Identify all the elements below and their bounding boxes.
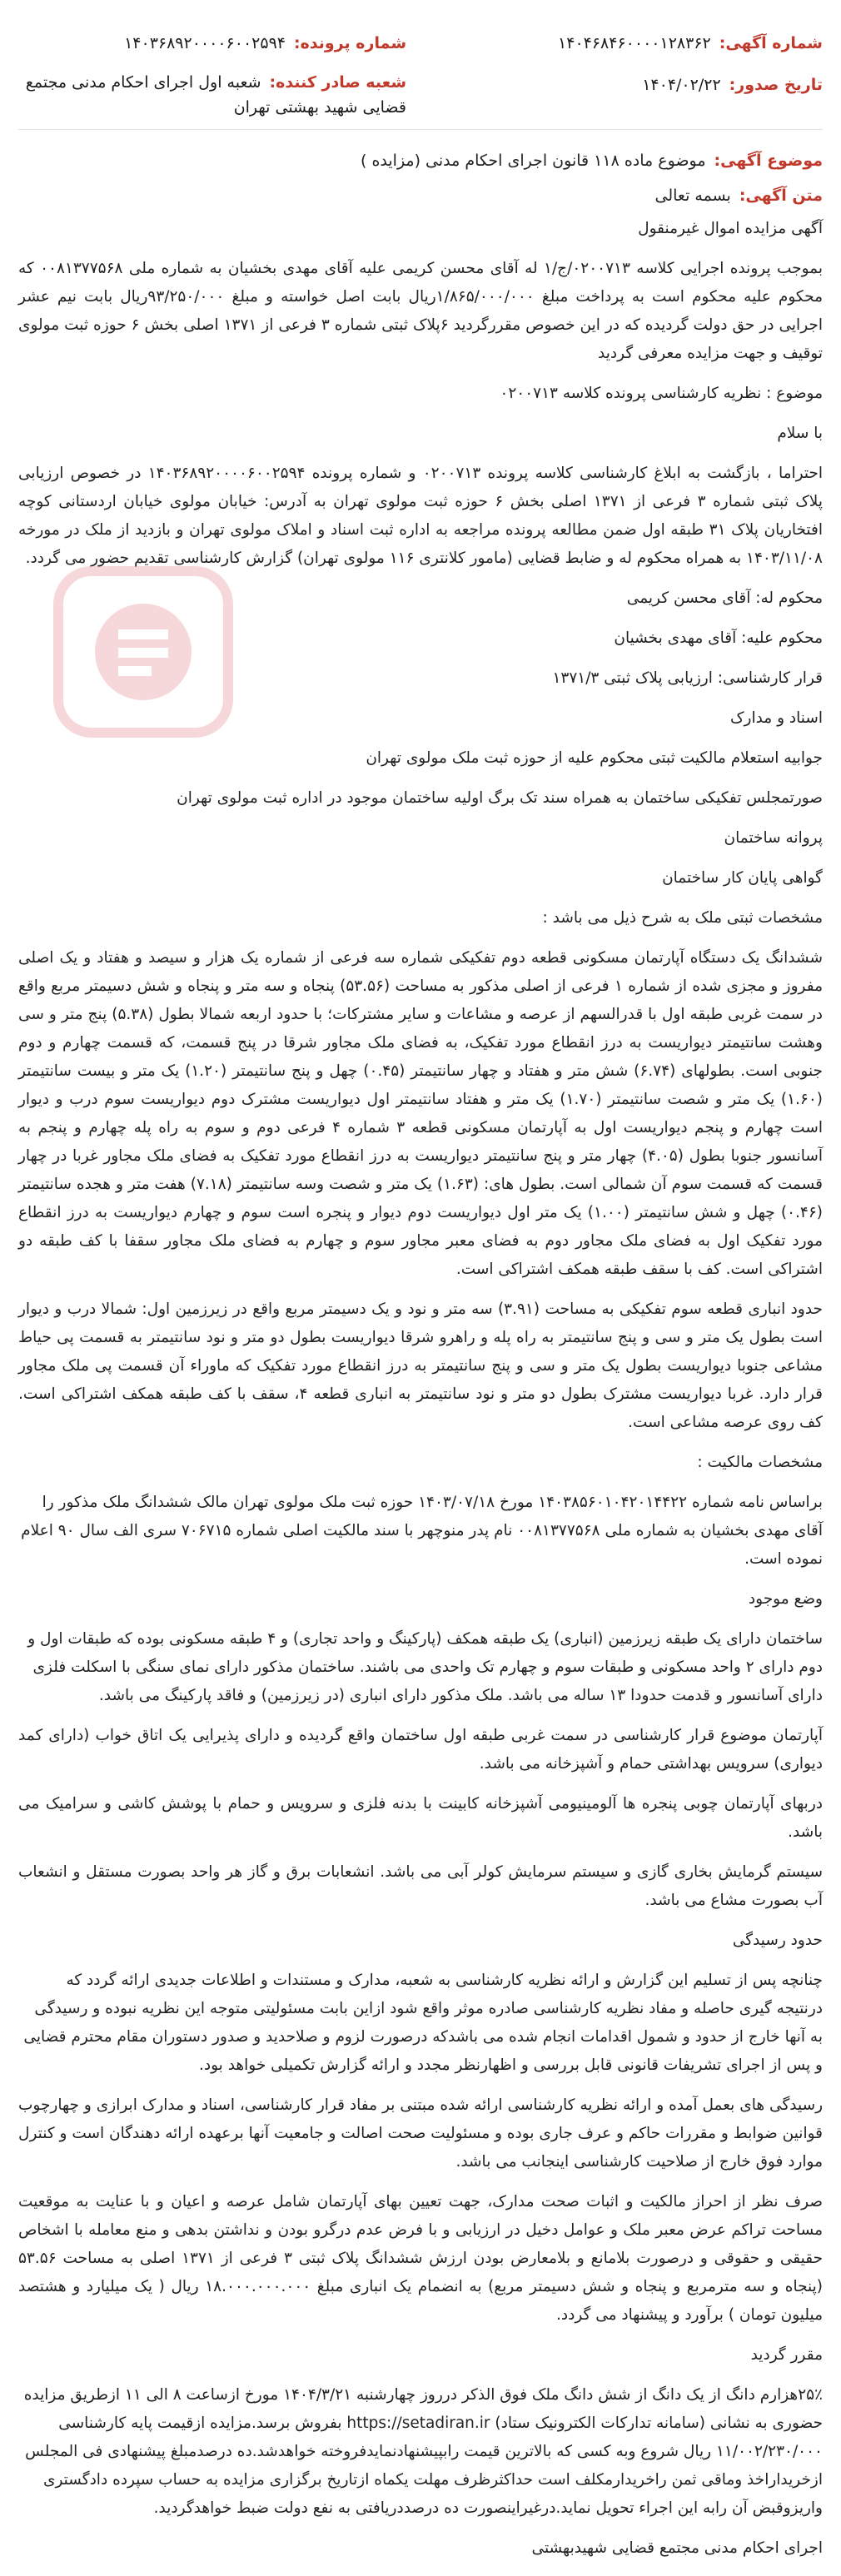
- body-label: متن آگهی:: [739, 186, 823, 205]
- notice-paragraph: احتراما ، بازگشت به ابلاغ کارشناسی کلاسه پرونده ۰۲۰۰۷۱۳ و شماره پرونده ۱۴۰۳۶۸۹۲۰۰۰۰۶۰۰۲۵۹۴ در خصوص ارزیابی پلاک ثبتی شماره ۳ فرعی از ۱۳۷۱ اصلی بخش ۶ حوزه ثبت مولوی تهران به آدرس: خیابان مولوی خیابان اردستانی کوچه افتخاریان پلاک ۳۱ طبقه اول ضمن مطالعه پرونده مراجعه به اداره ثبت اسناد و املاک مولوی تهران و بازدید از ملک در مورخه ۱۴۰۳/۱۱/۰۸ به همراه محکوم له و ضابط قضایی (مامور کلانتری ۱۱۶ مولوی تهران) گزارش کارشناسی تقدیم حضور می گردد.: [18, 465, 824, 567]
- notice-header: [18, 0, 823, 130]
- ad-number-field: [558, 28, 823, 58]
- notice-body: [18, 215, 823, 2563]
- notice-paragraph: آگهی مزایده اموال غیرمنقول: [638, 220, 823, 237]
- subject-row: [18, 147, 823, 175]
- notice-paragraph: مشخصات ثبتی ملک به شرح ذیل می باشد :: [542, 909, 823, 927]
- notice-paragraph: سیستم گرمایش بخاری گازی و سیستم سرمایش کولر آبی می باشد. انشعابات برق و گاز هر واحد بصورت مستقل و انشعاب آب بصورت مشاع می باشد.: [18, 1863, 823, 1909]
- issuing-branch-label: شعبه صادر کننده:: [269, 73, 406, 92]
- issue-date-field: [642, 70, 823, 100]
- case-number-label: شماره پرونده:: [293, 34, 406, 52]
- notice-paragraph: صورتمجلس تفکیکی ساختمان به همراه سند تک برگ اولیه ساختمان موجود در اداره ثبت مولوی تهران: [177, 789, 823, 807]
- notice-paragraph: وضع موجود: [748, 1590, 823, 1608]
- notice-paragraph: حدود انباری قطعه سوم تفکیکی به مساحت (۳.۹۱) سه متر و نود و یک دسیمتر مربع واقع در زیرزمین اول: شمالا درب و دیوار است بطول یک متر و سی و پنج سانتیمتر به راه پله و راهرو شرقا دیواریست بطول دو متر و نود سانتیمتر به قسمت پی حیاط مشاعی جنوبا دیواریست بطول یک متر و سی و پنج سانتیمتر به درز انقطاع مورد تفکیک که ماوراء آن قسمت پی ملک مجاور قرار دارد. غربا دیواریست مشترک بطول دو متر و نود سانتیمتر به انباری قطعه ۴، سقف با کف طبقه همکف اشتراکی است. کف روی عرصه مشاعی است.: [18, 1300, 823, 1431]
- notice-paragraph: محکوم له: آقای محسن کریمی: [626, 589, 823, 607]
- issue-date-label: تاریخ صدور:: [729, 76, 823, 94]
- notice-paragraph: ششدانگ یک دستگاه آپارتمان مسکونی قطعه دوم تفکیکی شماره سه فرعی از شماره یک هزار و سیصد و هفتاد و یک اصلی مفروز و مجزی شده از شماره ۱ فرعی از اصلی مذکور به مساحت (۵۳.۵۶) پنجاه و سه متر و پنجاه و شش دسیمتر مربع واقع در سمت غربی طبقه اول با قدرالسهم از عرصه و مشاعات و سایر مشترکات؛ با حدود اربعه شمالا بطول (۵.۳۸) پنج متر و سی وهشت سانتیمتر دیواریست به درز انقطاع مورد تفکیک، به فضای ملک مجاور شرقا در پنج قسمت، که قسمت چهارم و دوم جنوبی است. بطولهای (۶.۷۴) شش متر و هفتاد و چهار سانتیمتر (۰.۴۵) چهل و پنج سانتیمتر (۱.۲۰) یک متر و بیست سانتیمتر (۱.۶۰) یک متر و شصت سانتیمتر (۱.۷۰) یک متر و هفتاد سانتیمتر اول دیواریست مشترک دوم دیواریست سوم درب و دیوار است چهارم و پنجم دیواریست اول به آپارتمان مسکونی قطعه ۳ شماره ۴ فرعی دوم و سوم به راه پله چهارم و پنجم به آسانسور جنوبا بطول (۴.۰۵) چهار متر و پنج سانتیمتر دیواریست به درز انقطاع مورد تفکیک به فضای ملک مجاور غربا در چهار قسمت که قسمت سوم آن شمالی است. بطول های: (۱.۶۳) یک متر و شصت وسه سانتیمتر (۷.۱۸) هفت متر و هجده سانتیمتر (۰.۴۶) چهل و شش سانتیمتر (۱.۰۰) یک متر اول دیواریست دوم دیوار و پنجره است سوم و چهارم دیواریست به درز انقطاع مورد تفکیک اول به فضای ملک مجاور دوم به فضای معبر مجاور سوم و چهارم به فضای ملک مجاور سقفا با کف طبقه دو اشتراکی است. کف با سقف طبقه همکف اشتراکی است.: [18, 949, 824, 1278]
- issuing-branch-value: شعبه اول اجرای احکام مدنی مجتمع قضایی شهید بهشتی تهران: [25, 73, 406, 117]
- notice-paragraph: موضوع : نظریه کارشناسی پرونده کلاسه ۰۲۰۰۷۱۳: [500, 385, 823, 402]
- notice-paragraph: ساختمان دارای یک طبقه زیرزمین (انباری) یک طبقه همکف (پارکینگ و واحد تجاری) و ۴ طبقه مسکونی بوده که طبقات اول و دوم دارای ۲ واحد مسکونی و طبقات سوم و چهارم تک واحدی می باشند. ساختمان مذکور دارای نمای سنگی با اسکلت فلزی دارای آسانسور و قدمت حدودا ۱۳ ساله می باشد. ملک مذکور دارای انباری (در زیرزمین) و فاقد پارکینگ می باشد.: [27, 1630, 823, 1704]
- notice-paragraph: اجرای احکام مدنی مجتمع قضایی شهیدبهشتی: [531, 2539, 823, 2557]
- notice-paragraph: براساس نامه شماره ۱۴۰۳۸۵۶۰۱۰۴۲۰۱۴۴۲۲ مورخ ۱۴۰۳/۰۷/۱۸ حوزه ثبت ملک مولوی تهران مالک ششدانگ ملک مذکور را آقای مهدی بخشیان به شماره ملی ۰۰۸۱۳۷۷۵۶۸ نام پدر منوچهر با سند مالکیت اصلی شماره ۷۰۶۷۱۵ سری الف سال ۹۰ اعلام نموده است.: [21, 1494, 823, 1568]
- subject-label: موضوع آگهی:: [714, 152, 823, 170]
- notice-paragraph: صرف نظر از احراز مالکیت و اثبات صحت مدارک، جهت تعیین بهای آپارتمان شامل عرصه و اعیان و با عنایت به موقعیت مساحت تراکم عرض معبر ملک و عوامل دخیل در ارزیابی و با فرض عدم درگرو بودن و نداشتن بدهی و منع معامله با اشخاص حقیقی و حقوقی و درصورت بلامانع و بلامعارض بودن ارزش ششدانگ پلاک ثبتی ۳ فرعی از ۱۳۷۱ اصلی به مساحت ۵۳.۵۶ (پنجاه و سه مترمربع و پنجاه و شش دسیمتر مربع) به انضمام یک انباری مبلغ ۱۸.۰۰۰.۰۰۰.۰۰۰ ریال ( یک میلیارد و هشتصد میلیون تومان ) برآورد و پیشنهاد می گردد.: [18, 2193, 824, 2324]
- notice-paragraph: آپارتمان موضوع قرار کارشناسی در سمت غربی طبقه اول ساختمان واقع گردیده و دارای پذیرایی یک اتاق خواب (دارای کمد دیواری) سرویس بهداشتی حمام و آشپزخانه می باشد.: [18, 1727, 823, 1773]
- notice-paragraph: با سلام: [777, 425, 823, 442]
- notice-paragraph: قرار کارشناسی: ارزیابی پلاک ثبتی ۱۳۷۱/۳: [552, 669, 823, 687]
- notice-paragraph: پروانه ساختمان: [724, 829, 823, 847]
- notice-paragraph: بموجب پرونده اجرایی کلاسه ۰۲۰۰۷۱۳/ج/۱ له آقای محسن کریمی علیه آقای مهدی بخشیان به شماره ملی ۰۰۸۱۳۷۷۵۶۸ که محکوم علیه محکوم است به پرداخت مبلغ ۱/۸۶۵/۰۰۰/۰۰۰ریال بابت اصل خواسته و مبلغ ۹۳/۲۵۰/۰۰۰ریال بابت نیم عشر اجرایی در حق دولت گردیده که در این خصوص مقررگردید ۶پلاک ثبتی شماره ۳ فرعی از ۱۳۷۱ اصلی بخش ۶ حوزه ثبت مولوی توقیف و جهت مزایده معرفی گردید: [18, 260, 824, 362]
- case-number-field: [124, 28, 406, 58]
- notice-paragraph: ۲۵٪هزارم دانگ از یک دانگ از شش دانگ ملک فوق الذکر درروز چهارشنبه ۱۴۰۴/۳/۲۱ مورخ ازساعت ۸ الی ۱۱ ازطریق مزایده حضوری به نشانی (سامانه تدارکات الکترونیک ستاد) https://setadiran.ir بفروش برسد.مزایده ازقیمت پایه کارشناسی ۱۱/۰۰۲/۲۳۰/۰۰۰ ریال شروع وبه کسی که بالاترین قیمت رابپیشنهادنمایدفروخته خواهدشد.ده درصدمبلغ پیشنهادی فی المجلس ازخریداراخذ وماقی ثمن راخریدارمکلف است حداکثرظرف مهلت یکماه ازتاریخ برگزاری مزایده به حساب سپرده دادگستری واریزوقبض آن رابه این اجراء تحویل نماید.درغیراینصورت ده درصددریافتی به نفع دولت ضبط خواهدگردید.: [23, 2386, 823, 2517]
- notice-paragraph: مقرر گردید: [750, 2346, 823, 2364]
- notice-paragraph: جوابیه استعلام مالکیت ثبتی محکوم علیه از حوزه ثبت ملک مولوی تهران: [366, 749, 823, 767]
- issuing-branch-field: [15, 70, 406, 120]
- notice-paragraph: چنانچه پس از تسلیم این گزارش و ارائه نظریه کارشناسی به شعبه، مدارک و مستندات و اطلاعات جدیدی ارائه گردد که درنتیجه گیری حاصله و مفاد نظریه کارشناسی صادره موثر واقع شود ازاین بابت مسئولیتی متوجه این نظریه نبوده و رسیدگی به آنها خارج از حدود و شمول اقدامات انجام شده می باشدکه درصورت لزوم و صلاحدید و صدور دستوران مقام محترم قضایی و پس از اجرای تشریفات قانونی قابل بررسی و اظهارنظر مجدد و ارائه گزارش تکمیلی خواهد بود.: [23, 1972, 823, 2074]
- case-number-value: ۱۴۰۳۶۸۹۲۰۰۰۰۶۰۰۲۵۹۴: [124, 34, 286, 52]
- newspaper-watermark-icon: [52, 564, 235, 739]
- ad-number-label: شماره آگهی:: [719, 34, 823, 52]
- issue-date-value: ۱۴۰۴/۰۲/۲۲: [642, 76, 721, 94]
- subject-value: موضوع ماده ۱۱۸ قانون اجرای احکام مدنی (مزایده ): [361, 152, 706, 170]
- body-label-value: بسمه تعالی: [654, 186, 731, 205]
- notice-paragraph: محکوم علیه: آقای مهدی بخشیان: [614, 629, 823, 647]
- notice-paragraph: اسناد و مدارک: [729, 709, 823, 727]
- ad-number-value: ۱۴۰۴۶۸۴۶۰۰۰۰۱۲۸۳۶۲: [558, 34, 711, 52]
- notice-paragraph: دربهای آپارتمان چوبی پنجره ها آلومینیومی آشپزخانه کابینت با بدنه فلزی و سرویس و حمام با پوشش کاشی و سرامیک می باشد.: [18, 1795, 823, 1841]
- body-label-row: [18, 182, 823, 210]
- notice-paragraph: مشخصات مالکیت :: [697, 1454, 823, 1471]
- notice-paragraph: رسیدگی های بعمل آمده و ارائه نظریه کارشناسی ارائه شده مبتنی بر مفاد قرار کارشناسی، اسناد و مدارک ابرازی و چهارچوب قوانین ضوابط و مقررات حاکم و عرف جاری بوده و مسئولیت صحت اصالت و جامعیت آنها برعهده ارائه دهندگان است و کنترل موارد فوق خارج از صلاحیت کارشناسی اینجانب می باشد.: [18, 2096, 823, 2171]
- notice-paragraph: حدود رسیدگی: [732, 1932, 823, 1949]
- notice-paragraph: گواهی پایان کار ساختمان: [662, 869, 823, 887]
